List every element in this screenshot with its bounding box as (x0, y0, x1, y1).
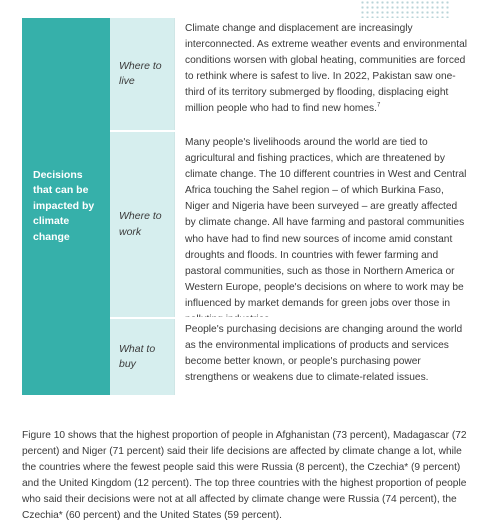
table-row-header: Decisions that can be impacted by climate change (33, 168, 95, 243)
table-row-header-cell (22, 18, 110, 395)
row-label-what-to-buy: What to buy (119, 342, 156, 370)
row-text-content: Climate change and displacement are increasingly interconnected. As extreme weather events and environmental conditions worsen with global heating, communities are forced to rethink where is safest to live. In 2022, Pakistan saw one-third of its territory submerged by flooding, displacing eight million people who had to find new homes. (185, 23, 468, 115)
table-row-where-to-live (110, 18, 476, 130)
row-text-where-to-work: Many people's livelihoods around the world are tied to agricultural and fishing practices, which are threatened by climate change. The 10 different countries in West and Central Africa touching the Sahel region – of which Burkina Faso, Niger and Nigeria have been surveyed – are greatly affected by climate change. All have farming and pastoral communities who have had to find new sources of income amid constant droughts and floods. In countries with fewer farming and pastoral communities, such as those in Northern America or Western Europe, people's decisions on where to work may be influenced by market demands for green jobs over those in (174, 132, 476, 317)
row-text-where-to-live (174, 18, 476, 130)
row-label-where-to-live: Where to live (119, 59, 162, 87)
row-text-what-to-buy: People's purchasing decisions are changing around the world as the environmental implications of products and services become better known, or people's purchasing power strengthens or weakens due to climate-related issues. (174, 319, 476, 395)
body-paragraph: Figure 10 shows that the highest proportion of people in Afghanistan (73 percent), Madagascar (72 percent) and Niger (71 percent) said their life decisions are affected by climate change a lot, while the countries where the fewest people said this were Russia (8 percent), the Czechia* (9 percent) and the United Kingdom (12 percent). The top three countries with the highest proportion of people who said their decisions were not at all affected by climate change were Russia (74 percent), the Czechia* (60 percent) and the United States (59 percent). (22, 430, 467, 522)
decorative-dot-pattern (360, 0, 450, 18)
table-row-where-to-work (110, 130, 476, 317)
table-row-what-to-buy (110, 317, 476, 395)
decisions-table (22, 18, 476, 395)
table-rows (110, 18, 476, 395)
footnote-marker: 7 (376, 103, 381, 110)
row-label-where-to-work: Where to work (119, 210, 162, 238)
